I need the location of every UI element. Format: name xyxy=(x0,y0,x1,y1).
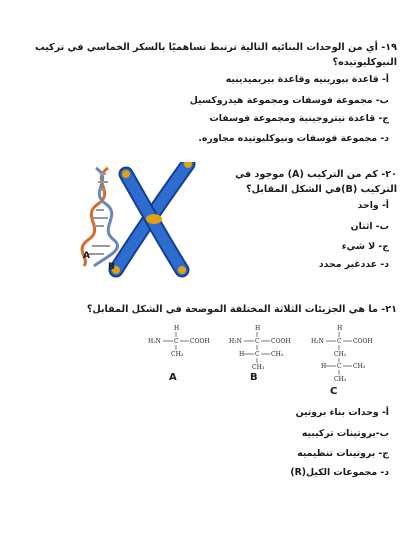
mol-a-top-h: H xyxy=(174,325,180,332)
mol-c-carboxyl: COOH xyxy=(353,338,373,345)
molecule-label-a: A xyxy=(169,372,177,383)
figure-label-b: B xyxy=(108,262,115,272)
mol-a-center: C xyxy=(174,338,179,345)
mol-b-center: C xyxy=(255,338,260,345)
mol-b-side-ch3-bottom: CH₃ xyxy=(252,364,265,371)
mol-b-top-h: H xyxy=(255,325,261,332)
mol-c-amine: H₂N xyxy=(311,338,324,345)
mol-a-carboxyl: COOH xyxy=(190,338,210,345)
q20-option-c[interactable]: ج- لا شيء xyxy=(341,241,389,252)
dna-chromosome-figure xyxy=(70,162,220,287)
mol-c-side-ch3-bottom: CH₃ xyxy=(334,376,347,383)
molecule-label-b: B xyxy=(250,372,258,383)
question-19: ١٩- أي من الوحدات البنائيه التالية ترتبط تساهميًا بالسكر الخماسي في تركيب النيوكليوتيده؟ xyxy=(34,42,397,68)
figure-label-a: A xyxy=(83,251,90,261)
amino-acid-b xyxy=(229,324,293,376)
mol-c-center: C xyxy=(337,338,342,345)
q21-option-a[interactable]: أ- وحدات بناء بروتين xyxy=(295,407,389,418)
question-21: ٢١- ما هي الجزيئات الثلاثة المختلفة الموضحة في الشكل المقابل؟ xyxy=(86,304,397,315)
mol-b-side-c: C xyxy=(255,351,260,358)
amino-acid-a xyxy=(148,324,212,368)
mol-b-carboxyl: COOH xyxy=(271,338,291,345)
mol-c-side-c: C xyxy=(337,363,342,370)
q19-option-b[interactable]: ب- مجموعة فوسفات ومجموعة هيدروكسيل xyxy=(189,95,389,106)
q19-option-c[interactable]: ج- قاعدة نيتروجينية ومجموعة فوسفات xyxy=(209,113,389,124)
q19-option-a[interactable]: أ- قاعدة بيورينيه وقاعدة بيريميدينيه xyxy=(225,74,389,85)
molecule-label-c: C xyxy=(330,386,338,397)
amino-acid-c xyxy=(311,324,375,386)
mol-c-side-h: H xyxy=(321,363,327,370)
chromosome xyxy=(112,162,192,274)
q21-option-c[interactable]: ج- بروتينات تنظيميه xyxy=(297,448,389,459)
mol-c-side-ch3-right: CH₃ xyxy=(353,363,366,370)
mol-a-amine: H₂N xyxy=(148,338,161,345)
q20-option-d[interactable]: د- عددغير محدد xyxy=(318,259,389,270)
q21-option-b[interactable]: ب-بروتينات تركيبيه xyxy=(301,428,389,439)
mol-a-side-1: CH₃ xyxy=(171,351,184,358)
mol-c-top-h: H xyxy=(337,325,343,332)
question-20: ٢٠- كم من التركيب (A) موجود في التركيب (B)في الشكل المقابل؟ xyxy=(235,169,397,195)
q20-option-a[interactable]: أ- واحد xyxy=(357,200,389,211)
q19-option-d[interactable]: د- مجموعة فوسفات ونيوكليوتيده مجاوره. xyxy=(198,133,389,144)
q20-option-b[interactable]: ب- اثنان xyxy=(350,221,389,232)
mol-b-side-ch3-right: CH₃ xyxy=(271,351,284,358)
mol-c-side-ch2: CH₂ xyxy=(334,351,347,358)
q21-option-d[interactable]: د- مجموعات الكيل(R) xyxy=(290,467,389,478)
mol-b-amine: H₂N xyxy=(229,338,242,345)
mol-b-side-h: H xyxy=(239,351,245,358)
